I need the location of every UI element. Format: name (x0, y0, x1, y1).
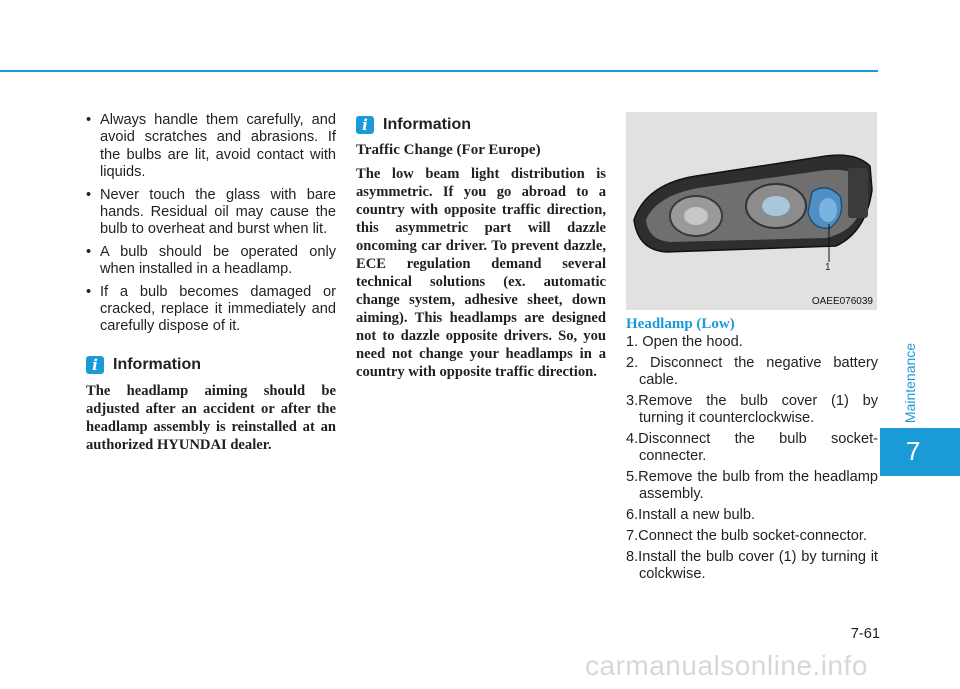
image-code: OAEE076039 (811, 296, 873, 307)
procedure-steps (626, 334, 878, 583)
step-item: 1. Open the hood. (626, 334, 743, 350)
bullet-item: • Always handle them carefully, and avoid scratches and abrasions. If the bulbs are lit, avoid contact with liquids. (86, 112, 336, 182)
info-title: Information (383, 116, 471, 133)
page-number: 7-61 (850, 626, 880, 642)
step-item: 3.Remove the bulb cover (1) by turning it counterclockwise. (626, 393, 878, 426)
info-icon: i (86, 356, 104, 374)
step-item: 4.Disconnect the bulb socket-connecter. (626, 431, 878, 464)
chapter-number: 7 (906, 436, 921, 466)
headlamp-photo (626, 112, 877, 310)
chapter-label-text: Maintenance (902, 342, 918, 424)
step-item: 6.Install a new bulb. (626, 507, 755, 523)
chapter-label (896, 338, 924, 428)
info-title: Information (113, 355, 201, 373)
bullet-item: • Never touch the glass with bare hands. Residual oil may cause the bulb to overheat and burst when lit. (86, 187, 336, 239)
callout-1: 1 (825, 262, 831, 273)
info-body: The low beam light distribution is asymmetric. If you go abroad to a country with opposite traffic direction, this asymmetric part will dazzle oncoming car driver. To prevent dazzle, ECE regulation demand several technical solutions (ex. automatic change system, adhesive sheet, down aiming). This headlamps are designed not to dazzle opposite drivers. So, you need not change your headlamps in a country with opposite traffic direction. (356, 166, 606, 380)
column-2 (356, 112, 606, 381)
bullet-item: • If a bulb becomes damaged or cracked, replace it immediately and carefully dispose of it. (86, 284, 336, 336)
header-rule (0, 70, 878, 72)
chapter-number-tab (880, 428, 960, 476)
info-subtitle: Traffic Change (For Europe) (356, 142, 541, 158)
bullet-item: • A bulb should be operated only when installed in a headlamp. (86, 244, 336, 279)
steps-container (626, 334, 878, 587)
step-item: 7.Connect the bulb socket-connector. (626, 528, 867, 544)
headlamp-illustration (626, 112, 877, 310)
caution-list (86, 112, 336, 336)
step-item: 5.Remove the bulb from the headlamp assembly. (626, 469, 878, 502)
watermark: carmanualsonline.info (585, 650, 868, 681)
step-item: 2. Disconnect the negative battery cable. (626, 355, 878, 388)
column-1 (86, 112, 336, 454)
info-body: The headlamp aiming should be adjusted after an accident or after the headlamp assembly is reinstalled at an authorized HYUNDAI dealer. (86, 382, 336, 453)
section-title: Headlamp (Low) (626, 316, 735, 332)
info-header (86, 356, 336, 374)
info-header (356, 116, 606, 134)
info-icon: i (356, 116, 374, 134)
step-item: 8.Install the bulb cover (1) by turning it colckwise. (626, 549, 878, 582)
